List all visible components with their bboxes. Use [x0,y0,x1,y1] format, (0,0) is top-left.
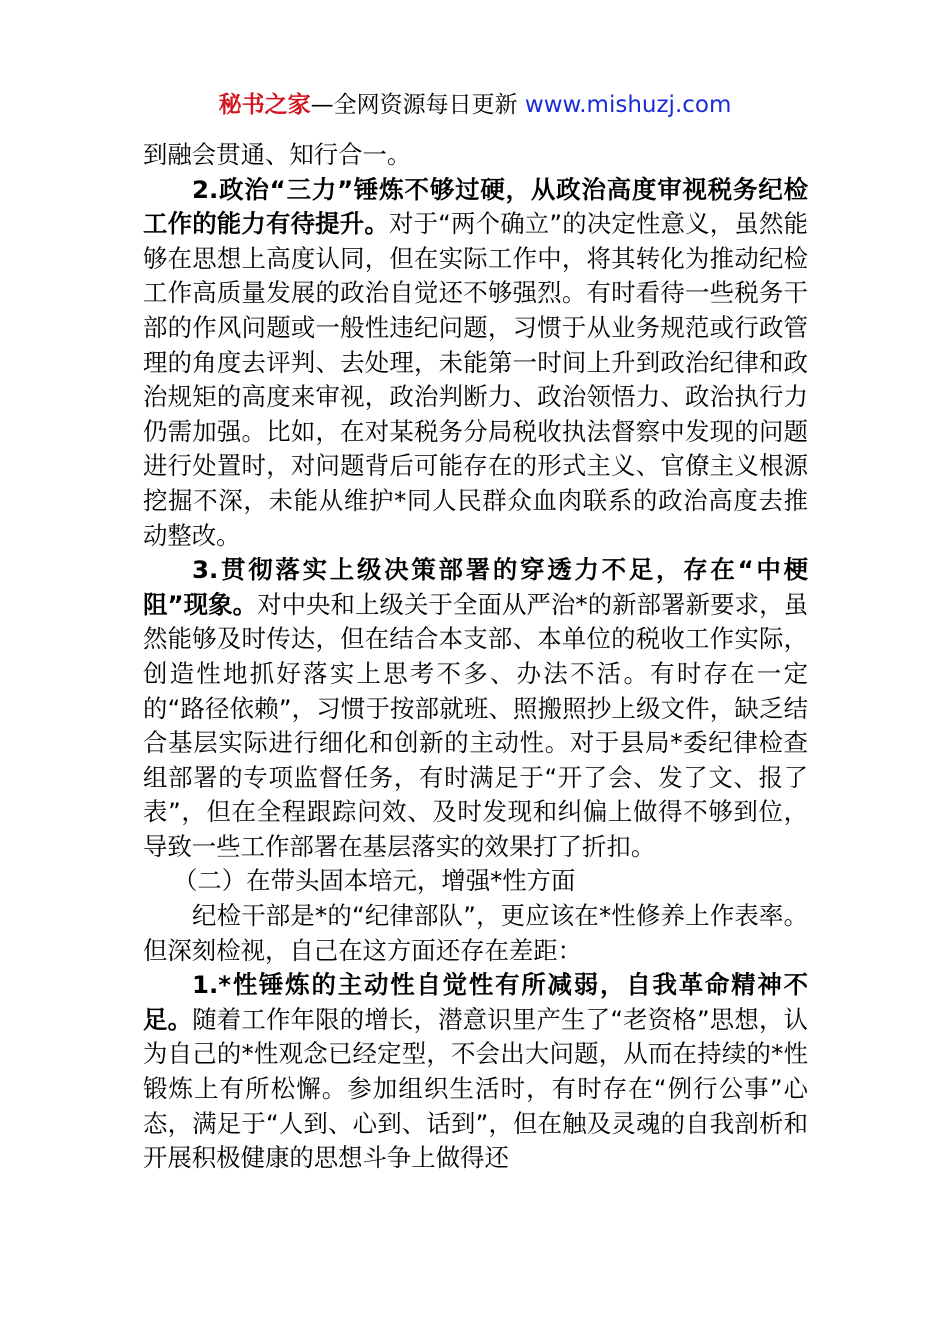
paragraph-point-1 [143,968,808,1176]
site-url-link[interactable]: www.mishuzj.com [524,92,732,118]
paragraph-text: 到融会贯通、知行合一。 [143,140,412,169]
paragraph-intro [143,899,808,968]
site-header [0,88,950,122]
paragraph-text: 纪检干部是*的“纪律部队”，更应该在*性修养上作表率。但深刻检视，自己在这方面还存在差距： [143,901,808,965]
paragraph-heading: 1.*性锤炼的主动性自觉性有所减弱，自我革命精神不足。 [143,970,808,1034]
section-heading-text: （二）在带头固本培元，增强*性方面 [173,866,576,896]
site-brand: 秘书之家 [218,92,311,118]
paragraph-point-3 [143,553,808,864]
paragraph-heading: 3.贯彻落实上级决策部署的穿透力不足，存在“中梗阻”现象。 [143,555,808,619]
paragraph-text: 随着工作年限的增长，潜意识里产生了“老资格”思想，认为自己的*性观念已经定型，不会出大问题，从而在持续的*性锻炼上有所松懈。参加组织生活时，有时存在“例行公事”心态，满足于“人到、心到、话到”，但在触及灵魂的自我剖析和开展积极健康的思想斗争上做得还 [143,1004,808,1173]
section-heading [143,864,808,899]
paragraph-heading: 2.政治“三力”锤炼不够过硬，从政治高度审视税务纪检工作的能力有待提升。 [143,174,808,239]
paragraph-point-2 [143,173,808,554]
paragraph-continuation [143,138,808,173]
site-tagline: —全网资源每日更新 [310,92,525,118]
paragraph-text: 对中央和上级关于全面从严治*的新部署新要求，虽然能够及时传达，但在结合本支部、本单位的税收工作实际，创造性地抓好落实上思考不多、办法不活。有时存在一定的“路径依赖”，习惯于按部就班、照搬照抄上级文件，缺乏结合基层实际进行细化和创新的主动性。对于县局*委纪律检查组部署的专项监督任务，有时满足于“开了会、发了文、报了表”，但在全程跟踪问效、及时发现和纠偏上做得不够到位，导致一些工作部署在基层落实的效果打了折扣。 [143,589,808,861]
paragraph-text: 对于“两个确立”的决定性意义，虽然能够在思想上高度认同，但在实际工作中，将其转化为推动纪检工作高质量发展的政治自觉还不够强烈。有时看待一些税务干部的作风问题或一般性违纪问题，习惯于从业务规范或行政管理的角度去评判、去处理，未能第一时间上升到政治纪律和政治规矩的高度来审视，政治判断力、政治领悟力、政治执行力仍需加强。比如，在对某税务分局税收执法督察中发现的问题进行处置时，对问题背后可能存在的形式主义、官僚主义根源挖掘不深，未能从维护*同人民群众血肉联系的政治高度去推动整改。 [143,209,808,550]
document-body [143,138,808,1176]
